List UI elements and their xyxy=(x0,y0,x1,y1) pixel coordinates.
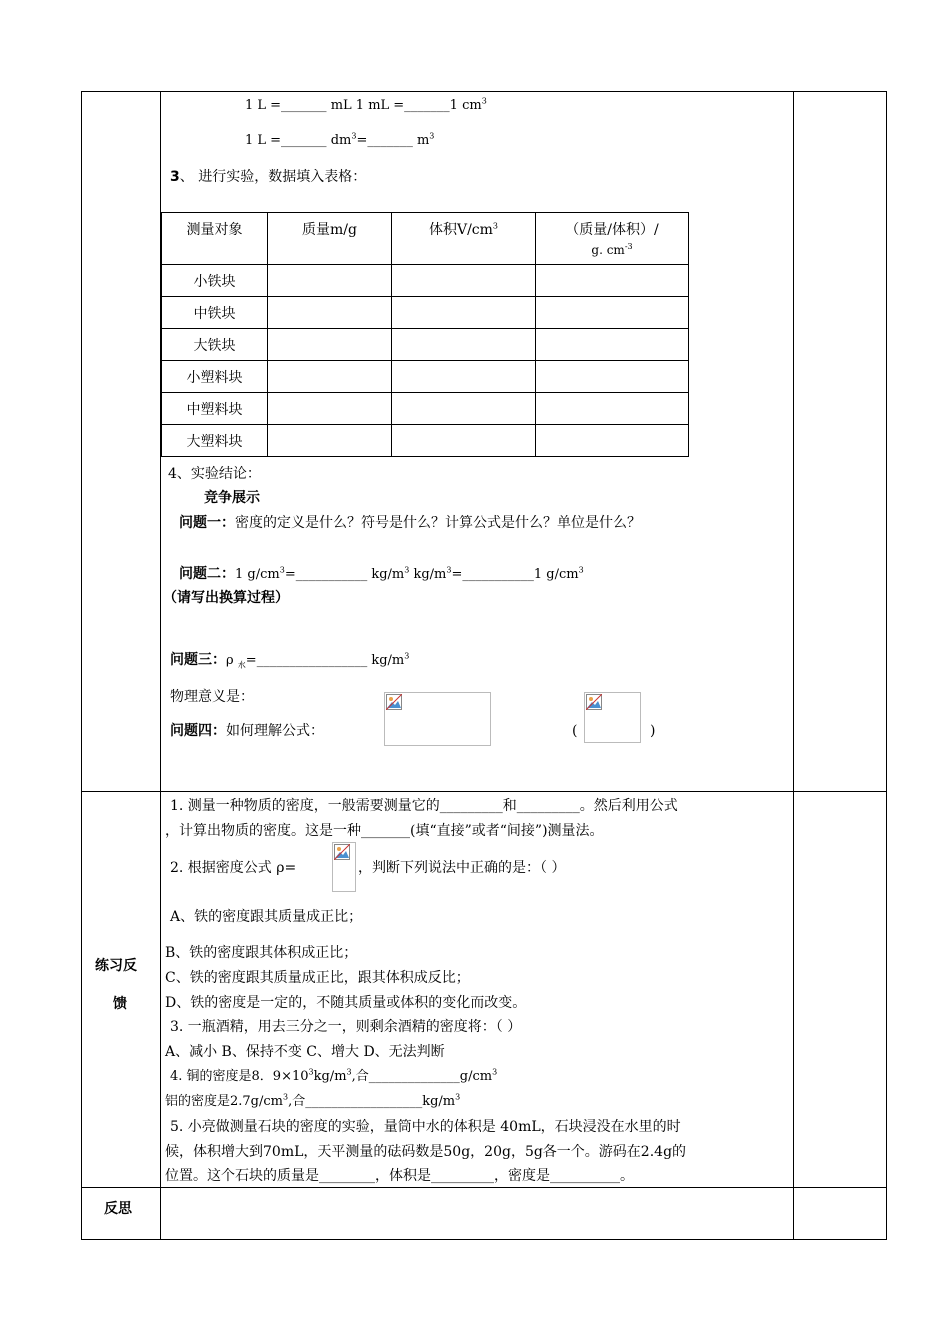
question-2: 问题二：1 $g/cm^3=\_\_\_\_\_\_\_\_\_\_\_$ $kg/m^3$ $kg/m^3=\_\_\_\_\_\_\_\_\_\_\_1$ $g/cm^3$ xyxy=(179,565,584,582)
table-row xyxy=(162,393,689,425)
question-1: 问题一：密度的定义是什么？符号是什么？计算公式是什么？单位是什么？ xyxy=(179,515,641,531)
grid-line xyxy=(81,791,887,792)
grid-line xyxy=(81,1187,887,1188)
paren-right: ) xyxy=(650,723,656,739)
table-row xyxy=(162,425,689,457)
compete-heading: 竞争展示 xyxy=(204,490,260,506)
row-label: 大塑料块 xyxy=(162,425,268,457)
practice-2a: 2. 根据密度公式 ρ= xyxy=(170,860,297,876)
step3-heading: 3、 进行实验，数据填入表格： xyxy=(170,169,367,185)
practice-4a: 4. 铜的密度是8．$9\times 10^3kg/m^3$,合$\_\_\_\_\_\_\_\_\_\_\_\_\_\_g/cm^3$ xyxy=(170,1067,498,1084)
table-header: 质量m/g xyxy=(268,213,392,265)
table-header-row xyxy=(162,213,689,265)
physical-meaning: 物理意义是： xyxy=(170,689,254,705)
option-b: B、铁的密度跟其体积成正比； xyxy=(165,945,358,961)
measurement-table xyxy=(161,212,689,457)
option-c: C、铁的密度跟其质量成正比，跟其体积成反比； xyxy=(165,970,470,986)
practice-5c: 位置。这个石块的质量是________，体积是_________，密度是__________。 xyxy=(165,1168,634,1184)
table-row xyxy=(162,297,689,329)
question-3: 问题三：ρ $_水$=_________________ $kg/m^3$ xyxy=(170,651,410,670)
row-label: 小塑料块 xyxy=(162,361,268,393)
row-label: 中铁块 xyxy=(162,297,268,329)
paren-left: ( xyxy=(572,723,578,739)
option-d: D、铁的密度是一定的，不随其质量或体积的变化而改变。 xyxy=(165,995,527,1011)
reflect-label: 反思 xyxy=(104,1201,132,1217)
practice-1b: ，计算出物质的密度。这是一种_______(填“直接”或者“间接”)测量法。 xyxy=(165,823,604,839)
practice-label: 馈 xyxy=(113,996,127,1012)
question-2-note: （请写出换算过程） xyxy=(163,590,289,606)
formula-image xyxy=(384,692,491,746)
practice-4b: 铝的密度是$2.7g/cm^3$,合$\_\_\_\_\_\_\_\_\_\_\_\_\_\_\_\_\_\_kg/m^3$ xyxy=(165,1092,461,1109)
table-header: 测量对象 xyxy=(162,213,268,265)
grid-line xyxy=(81,91,82,1240)
unit-line-1: 1 L =_______ mL 1 mL =_______1 $cm^3$ xyxy=(245,96,487,113)
row-label: 大铁块 xyxy=(162,329,268,361)
practice-2b: ，判断下列说法中正确的是：（ ） xyxy=(358,860,566,876)
grid-line xyxy=(793,91,794,1240)
practice-label: 练习反 xyxy=(95,958,137,974)
practice-1a: 1. 测量一种物质的密度，一般需要测量它的_________和_________。然后利用公式 xyxy=(170,798,678,814)
formula-image xyxy=(332,842,356,892)
option-a: A、铁的密度跟其质量成正比； xyxy=(170,909,363,925)
formula-image xyxy=(584,692,641,743)
broken-image-icon xyxy=(586,694,602,710)
unit-line-2: 1 L =_______ $dm^3=\_\_\_\_\_\_\_$ $m^3$ xyxy=(245,131,435,148)
step4-heading: 4、实验结论： xyxy=(168,466,261,482)
practice-5a: 5. 小亮做测量石块的密度的实验，量筒中水的体积是 40mL，石块浸没在水里的时 xyxy=(170,1119,681,1135)
broken-image-icon xyxy=(386,694,402,710)
practice-5b: 候，体积增大到70mL，天平测量的砝码数是50g，20g，5g各一个。游码在2.4g的 xyxy=(165,1144,687,1160)
table-row xyxy=(162,361,689,393)
grid-line xyxy=(81,1239,887,1240)
row-label: 小铁块 xyxy=(162,265,268,297)
table-row xyxy=(162,265,689,297)
question-4: 问题四：如何理解公式： xyxy=(170,723,324,739)
table-row xyxy=(162,329,689,361)
broken-image-icon xyxy=(334,844,350,860)
practice-3-options: A、减小 B、保持不变 C、增大 D、无法判断 xyxy=(165,1044,445,1060)
grid-line xyxy=(81,91,887,92)
practice-3: 3. 一瓶酒精，用去三分之一，则剩余酒精的密度将：（ ） xyxy=(170,1019,522,1035)
table-header: （质量/体积）/ g. $cm^{-3}$ xyxy=(536,213,689,265)
grid-line xyxy=(886,91,887,1240)
table-header: 体积$V/cm^3$ xyxy=(392,213,536,265)
row-label: 中塑料块 xyxy=(162,393,268,425)
